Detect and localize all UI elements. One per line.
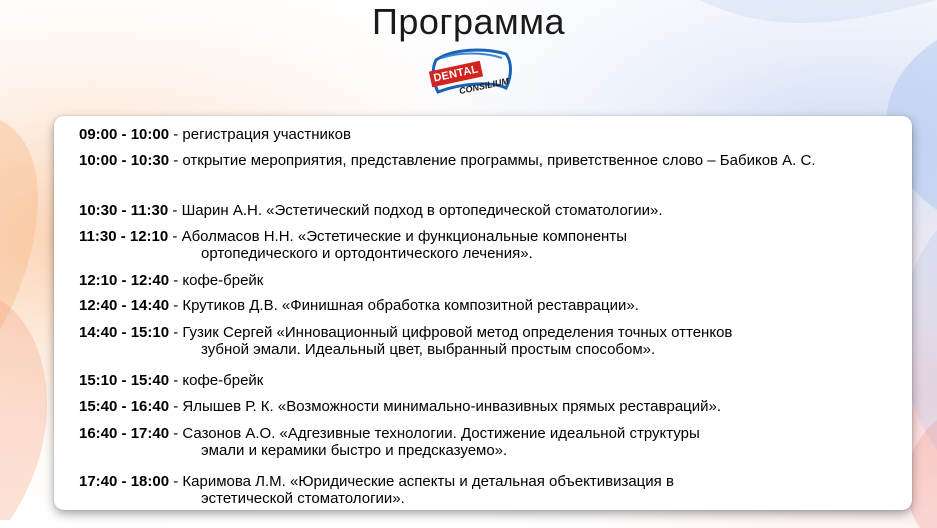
page-title: Программа xyxy=(371,1,566,42)
row-text: - Аболмасов Н.Н. «Эстетические и функциональные компоненты xyxy=(168,228,627,245)
row-text: - Гузик Сергей «Инновационный цифровой метод определения точных оттенков xyxy=(169,324,733,341)
logo-word-dental: DENTAL xyxy=(429,61,483,87)
schedule-row xyxy=(79,228,627,262)
row-text: - открытие мероприятия, представление программы, приветственное слово – Бабиков А. С. xyxy=(169,152,816,169)
row-text-continued: зубной эмали. Идеальный цвет, выбранный простым способом». xyxy=(201,341,656,358)
schedule-row xyxy=(79,372,263,389)
row-time: 12:40 - 14:40 xyxy=(79,297,170,314)
row-time: 11:30 - 12:10 xyxy=(79,228,169,245)
row-time: 17:40 - 18:00 xyxy=(79,473,170,490)
schedule-row xyxy=(79,473,674,507)
row-text: - Крутиков Д.В. «Финишная обработка композитной реставрации». xyxy=(169,297,639,314)
row-text: - регистрация участников xyxy=(169,126,351,143)
row-text-continued: ортопедического и ортодонтического лечения». xyxy=(201,245,533,262)
schedule-row xyxy=(79,398,721,415)
logo-word-consilium: CONSILIUM xyxy=(458,75,510,97)
row-text: - Шарин А.Н. «Эстетический подход в ортопедической стоматологии». xyxy=(168,202,663,219)
row-time: 15:10 - 15:40 xyxy=(79,372,170,389)
row-time: 09:00 - 10:00 xyxy=(79,126,170,143)
row-text: - Сазонов А.О. «Адгезивные технологии. Достижение идеальной структуры xyxy=(169,425,700,442)
schedule-row xyxy=(79,152,816,169)
row-time: 10:00 - 10:30 xyxy=(79,152,170,169)
row-text: - кофе-брейк xyxy=(169,272,264,289)
row-text: - Ялышев Р. К. «Возможности минимально-инвазивных прямых реставраций». xyxy=(169,398,722,415)
schedule-card xyxy=(54,116,912,510)
row-text: - Каримова Л.М. «Юридические аспекты и детальная объективизация в xyxy=(169,473,674,490)
row-text-continued: эстетической стоматологии». xyxy=(201,490,405,507)
schedule-row xyxy=(79,297,639,314)
schedule-row xyxy=(79,272,263,289)
row-time: 14:40 - 15:10 xyxy=(79,324,170,341)
schedule-row xyxy=(79,126,351,143)
schedule-row xyxy=(79,324,732,358)
row-time: 16:40 - 17:40 xyxy=(79,425,170,442)
row-text: - кофе-брейк xyxy=(169,372,264,389)
row-time: 15:40 - 16:40 xyxy=(79,398,170,415)
row-text-continued: эмали и керамики быстро и предсказуемо». xyxy=(201,442,508,459)
schedule-row xyxy=(79,202,663,219)
schedule-row xyxy=(79,425,700,459)
row-time: 12:10 - 12:40 xyxy=(79,272,170,289)
dental-consilium-logo xyxy=(424,48,516,100)
row-time: 10:30 - 11:30 xyxy=(79,202,169,219)
